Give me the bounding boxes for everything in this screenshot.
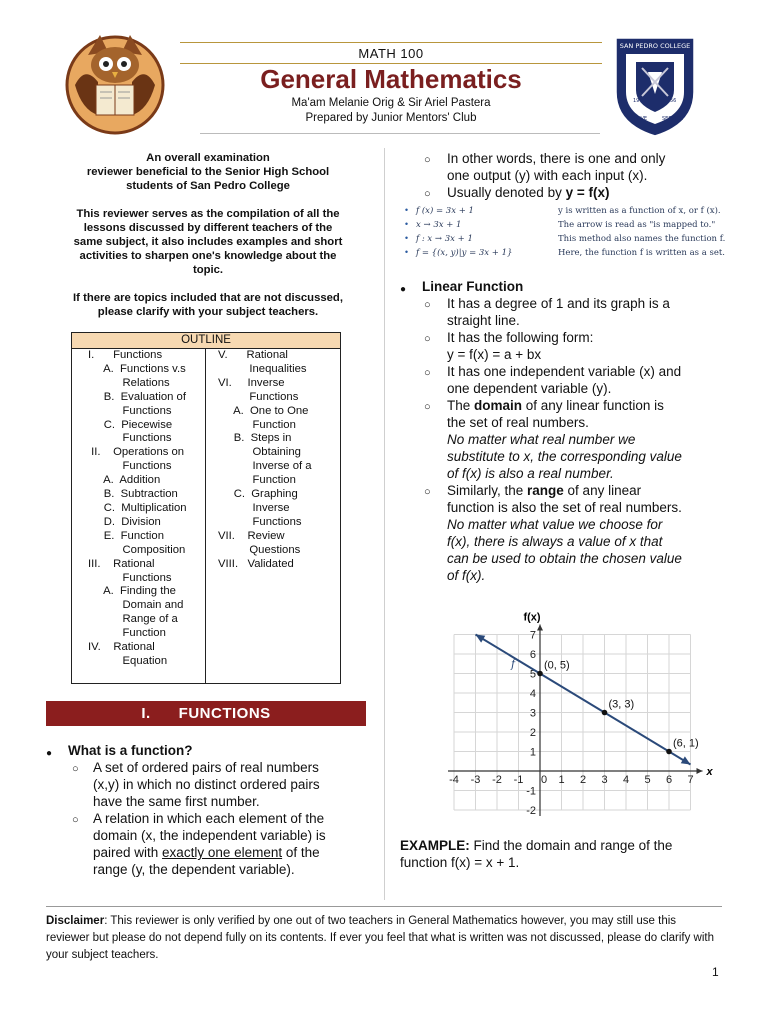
bullet-dot: • (404, 234, 410, 244)
text-line: function is also the set of real numbers. (447, 500, 682, 515)
italic-line: of f(x). (447, 568, 486, 583)
x-tick-label: 2 (579, 774, 587, 786)
text-line: the set of real numbers. (447, 415, 589, 430)
text-fragment: The (447, 398, 475, 413)
outline-entry: V. Rational (218, 349, 288, 361)
function-label: f (510, 657, 516, 671)
outline-entry: Inequalities (218, 362, 307, 375)
text-line: one output (y) with each input (x). (447, 168, 648, 183)
text-line: have the same first number. (93, 794, 260, 809)
data-point-label: (0, 5) (544, 659, 570, 672)
bullet-dot: • (404, 220, 410, 230)
outline-entry: Functions (218, 515, 302, 528)
school-logo-motto-right: SERVICE (662, 116, 684, 122)
intro-line: An overall examination (146, 152, 270, 164)
x-tick-label: 4 (622, 774, 630, 786)
outline-entry: A. One to One (218, 404, 309, 417)
notation-formula: x → 3x + 1 (416, 220, 462, 230)
x-tick-label: 7 (687, 774, 694, 786)
intro-line: activities to sharpen one's knowledge about the (79, 250, 337, 262)
outline-entry: C. Multiplication (88, 501, 187, 514)
example-block (400, 837, 740, 871)
outline-entry: IV. Rational (88, 641, 155, 654)
intro-line: lessons discussed by different teachers of the (83, 222, 333, 234)
outline-entry: Inverse of a (218, 460, 312, 473)
y-axis-arrow (537, 625, 543, 631)
intro-line: topic. (192, 264, 224, 276)
outline-entry: Inverse (218, 501, 290, 514)
school-logo-motto-left: LOVE (634, 116, 648, 122)
text-fragment: of the (282, 845, 320, 860)
notation-formula: f (x) = 3x + 1 (416, 206, 474, 216)
what-is-function-block (46, 742, 376, 878)
notation-description: This method also names the function f. (558, 234, 726, 244)
notation-description: y is written as a function of x, or f (x). (558, 206, 721, 216)
text-line: It has a degree of 1 and its graph is a (447, 296, 670, 311)
column-divider (384, 148, 385, 900)
linear-function-graph (440, 596, 730, 818)
page-title: General Mathematics (260, 64, 522, 94)
outline-entry: A. Addition (88, 474, 161, 487)
outline-entry: VII. Review (218, 529, 285, 542)
text-line: A relation in which each element of the (93, 811, 325, 826)
outline-right-column (218, 349, 312, 572)
x-axis-label: x (706, 766, 713, 778)
outline-entry: A. Finding the (88, 585, 176, 598)
intro-line: reviewer beneficial to the Senior High School (86, 166, 330, 178)
y-tick-label: -1 (526, 785, 536, 798)
text-line: (x,y) in which no distinct ordered pairs (93, 777, 320, 792)
outline-entry: Function (218, 474, 296, 487)
intro-line: students of San Pedro College (126, 180, 290, 192)
bullet-dot: ● (46, 748, 53, 759)
school-logo-year-left: 19 (633, 98, 640, 104)
y-tick-label: 4 (529, 688, 536, 700)
bullet-circle: ○ (424, 367, 431, 379)
outline-entry: Domain and (88, 599, 184, 612)
outline-entry: Functions (88, 571, 172, 584)
outline-column-divider (205, 348, 206, 684)
y-tick-label: 2 (529, 727, 536, 739)
y-axis-label: f(x) (523, 611, 541, 624)
data-point (602, 710, 608, 716)
notation-description: Here, the function f is written as a set. (558, 248, 725, 258)
outline-entry: C. Piecewise (88, 418, 173, 431)
school-logo-text: SAN PEDRO COLLEGE (619, 42, 691, 50)
authors: Ma'am Melanie Orig & Sir Ariel Pastera (291, 97, 491, 109)
italic-line: No matter what real number we (447, 432, 636, 447)
disclaimer (46, 913, 722, 964)
outline-entry: Functions (88, 432, 172, 445)
x-tick-label: -3 (470, 774, 481, 786)
italic-line: f(x), there is always a value of x that (447, 534, 663, 549)
italic-line: of f(x) is also a real number. (447, 466, 614, 481)
bullet-dot: • (404, 206, 410, 216)
range-term: range (527, 483, 564, 498)
outline-entry: Functions (218, 390, 299, 403)
school-logo-year-right: 56 (670, 98, 677, 104)
function-notation-table (404, 204, 734, 260)
x-axis-arrow (697, 768, 703, 774)
disclaimer-text: : This reviewer is only verified by one out of two teachers in General Mathematics however, you may still use this reviewer but please do not depend fully on its contents. If ever you feel that what is written was not discussed, please do clarify with your subject teachers. (46, 915, 714, 961)
outline-entry: Functions (88, 404, 172, 417)
y-tick-label: -2 (526, 805, 536, 817)
intro-line: This reviewer serves as the compilation of all the (76, 208, 340, 220)
outline-entry: VI. Inverse (218, 376, 285, 389)
intro-line: please clarify with your subject teachers. (97, 306, 319, 318)
header-rule-bottom (200, 133, 600, 134)
outline-entry: Obtaining (218, 446, 301, 459)
left-logo-owl (60, 30, 170, 135)
text-line: In other words, there is one and only (447, 151, 666, 166)
bullet-circle: ○ (72, 763, 79, 775)
question-title: What is a function? (68, 743, 193, 758)
y-tick-label: 3 (529, 707, 536, 720)
linear-function-block (400, 278, 740, 584)
course-code: MATH 100 (358, 46, 424, 61)
text-line: one dependent variable (y). (447, 381, 612, 396)
x-tick-label: 3 (601, 774, 608, 786)
outline-entry: Relations (88, 376, 170, 389)
outline-entry: III. Rational (88, 557, 155, 570)
x-tick-label: 1 (558, 774, 565, 786)
notation-description: The arrow is read as "is mapped to." (558, 220, 716, 230)
x-tick-label: -2 (492, 774, 502, 786)
outline-entry: Functions (88, 460, 172, 473)
x-tick-label: 0 (540, 774, 548, 786)
linear-function-title: Linear Function (422, 279, 524, 294)
data-point (537, 671, 543, 677)
notation-formula: f : x → 3x + 1 (416, 234, 473, 244)
outline-entry: Function (218, 418, 296, 431)
outline-entry: Equation (88, 654, 168, 667)
text-line: It has one independent variable (x) and (447, 364, 682, 379)
y-tick-label: 6 (529, 649, 536, 661)
outline-entry: Range of a (88, 613, 178, 626)
intro-line: same subject, it also includes examples and short (73, 236, 343, 248)
notation-formula: f = {(x, y)|y = 3x + 1} (416, 248, 513, 258)
section-header-functions: I. FUNCTIONS (46, 701, 366, 726)
example-label: EXAMPLE: (400, 838, 470, 853)
italic-line: No matter what value we choose for (447, 517, 663, 532)
outline-left-column (88, 349, 187, 669)
data-point-label: (3, 3) (608, 698, 635, 711)
outline-entry: II. Operations on (88, 446, 185, 459)
y-tick-label: 5 (529, 668, 536, 681)
text-line: function f(x) = x + 1. (400, 855, 520, 870)
text-fragment: Usually denoted by (447, 185, 566, 200)
underlined-phrase: exactly one element (162, 845, 283, 860)
y-tick-label: 1 (529, 746, 536, 759)
header-rule-top (180, 42, 602, 43)
outline-entry: A. Functions v.s (88, 362, 186, 375)
bullet-circle: ○ (424, 333, 431, 345)
x-tick-label: 6 (665, 774, 673, 786)
prepared-by: Prepared by Junior Mentors' Club (305, 112, 477, 124)
text-line: straight line. (447, 313, 520, 328)
italic-line: can be used to obtain the chosen value (447, 551, 682, 566)
text-fragment: of any linear (563, 483, 642, 498)
page-number: 1 (712, 965, 719, 979)
text-line: range (y, the dependent variable). (93, 862, 295, 877)
x-tick-label: 5 (644, 774, 651, 786)
intro-block (52, 151, 364, 319)
function-notes-top (400, 150, 730, 201)
text-fragment: Find the domain and range of the (469, 838, 673, 853)
intro-line: If there are topics included that are not discussed, (73, 292, 343, 304)
outline-entry: D. Division (88, 515, 161, 528)
x-tick-label: -1 (513, 774, 524, 786)
text-line: It has the following form: (447, 330, 594, 345)
outline-entry: B. Subtraction (88, 488, 178, 501)
outline-entry: E. Function (88, 529, 164, 542)
bullet-circle: ○ (424, 154, 431, 166)
outline-entry: Function (88, 627, 166, 640)
outline-table (71, 332, 341, 684)
outline-entry: B. Steps in (218, 432, 292, 445)
outline-heading: OUTLINE (72, 333, 340, 349)
outline-entry: B. Evaluation of (88, 390, 186, 403)
bullet-circle: ○ (72, 814, 79, 826)
school-logo-shield (612, 32, 698, 140)
x-tick-label: -4 (449, 774, 459, 786)
notation-bold: y = f(x) (565, 185, 610, 200)
outline-entry: C. Graphing (218, 488, 298, 501)
outline-entry: VIII. Validated (218, 557, 294, 570)
bullet-dot: • (404, 248, 410, 258)
outline-entry: Composition (88, 543, 186, 556)
text-fragment: of any linear function is (522, 398, 664, 413)
text-fragment: Similarly, the (447, 483, 528, 498)
bullet-circle: ○ (424, 401, 431, 413)
bullet-circle: ○ (424, 188, 431, 200)
text-line: A set of ordered pairs of real numbers (93, 760, 319, 775)
bullet-circle: ○ (424, 299, 431, 311)
outline-entry: I. Functions (88, 349, 163, 361)
formula-line: y = f(x) = a + bx (447, 347, 542, 362)
bullet-dot: ● (400, 284, 407, 295)
y-tick-label: 7 (529, 629, 536, 642)
outline-entry: Questions (218, 543, 301, 556)
footer-rule (46, 906, 722, 907)
italic-line: substitute to x, the corresponding value (447, 449, 682, 464)
domain-term: domain (474, 398, 523, 413)
data-point (666, 749, 672, 755)
text-fragment: paired with (93, 845, 163, 860)
bullet-circle: ○ (424, 486, 431, 498)
disclaimer-label: Disclaimer (46, 915, 105, 927)
text-line: domain (x, the independent variable) is (93, 828, 326, 843)
data-point-label: (6, 1) (673, 737, 699, 750)
